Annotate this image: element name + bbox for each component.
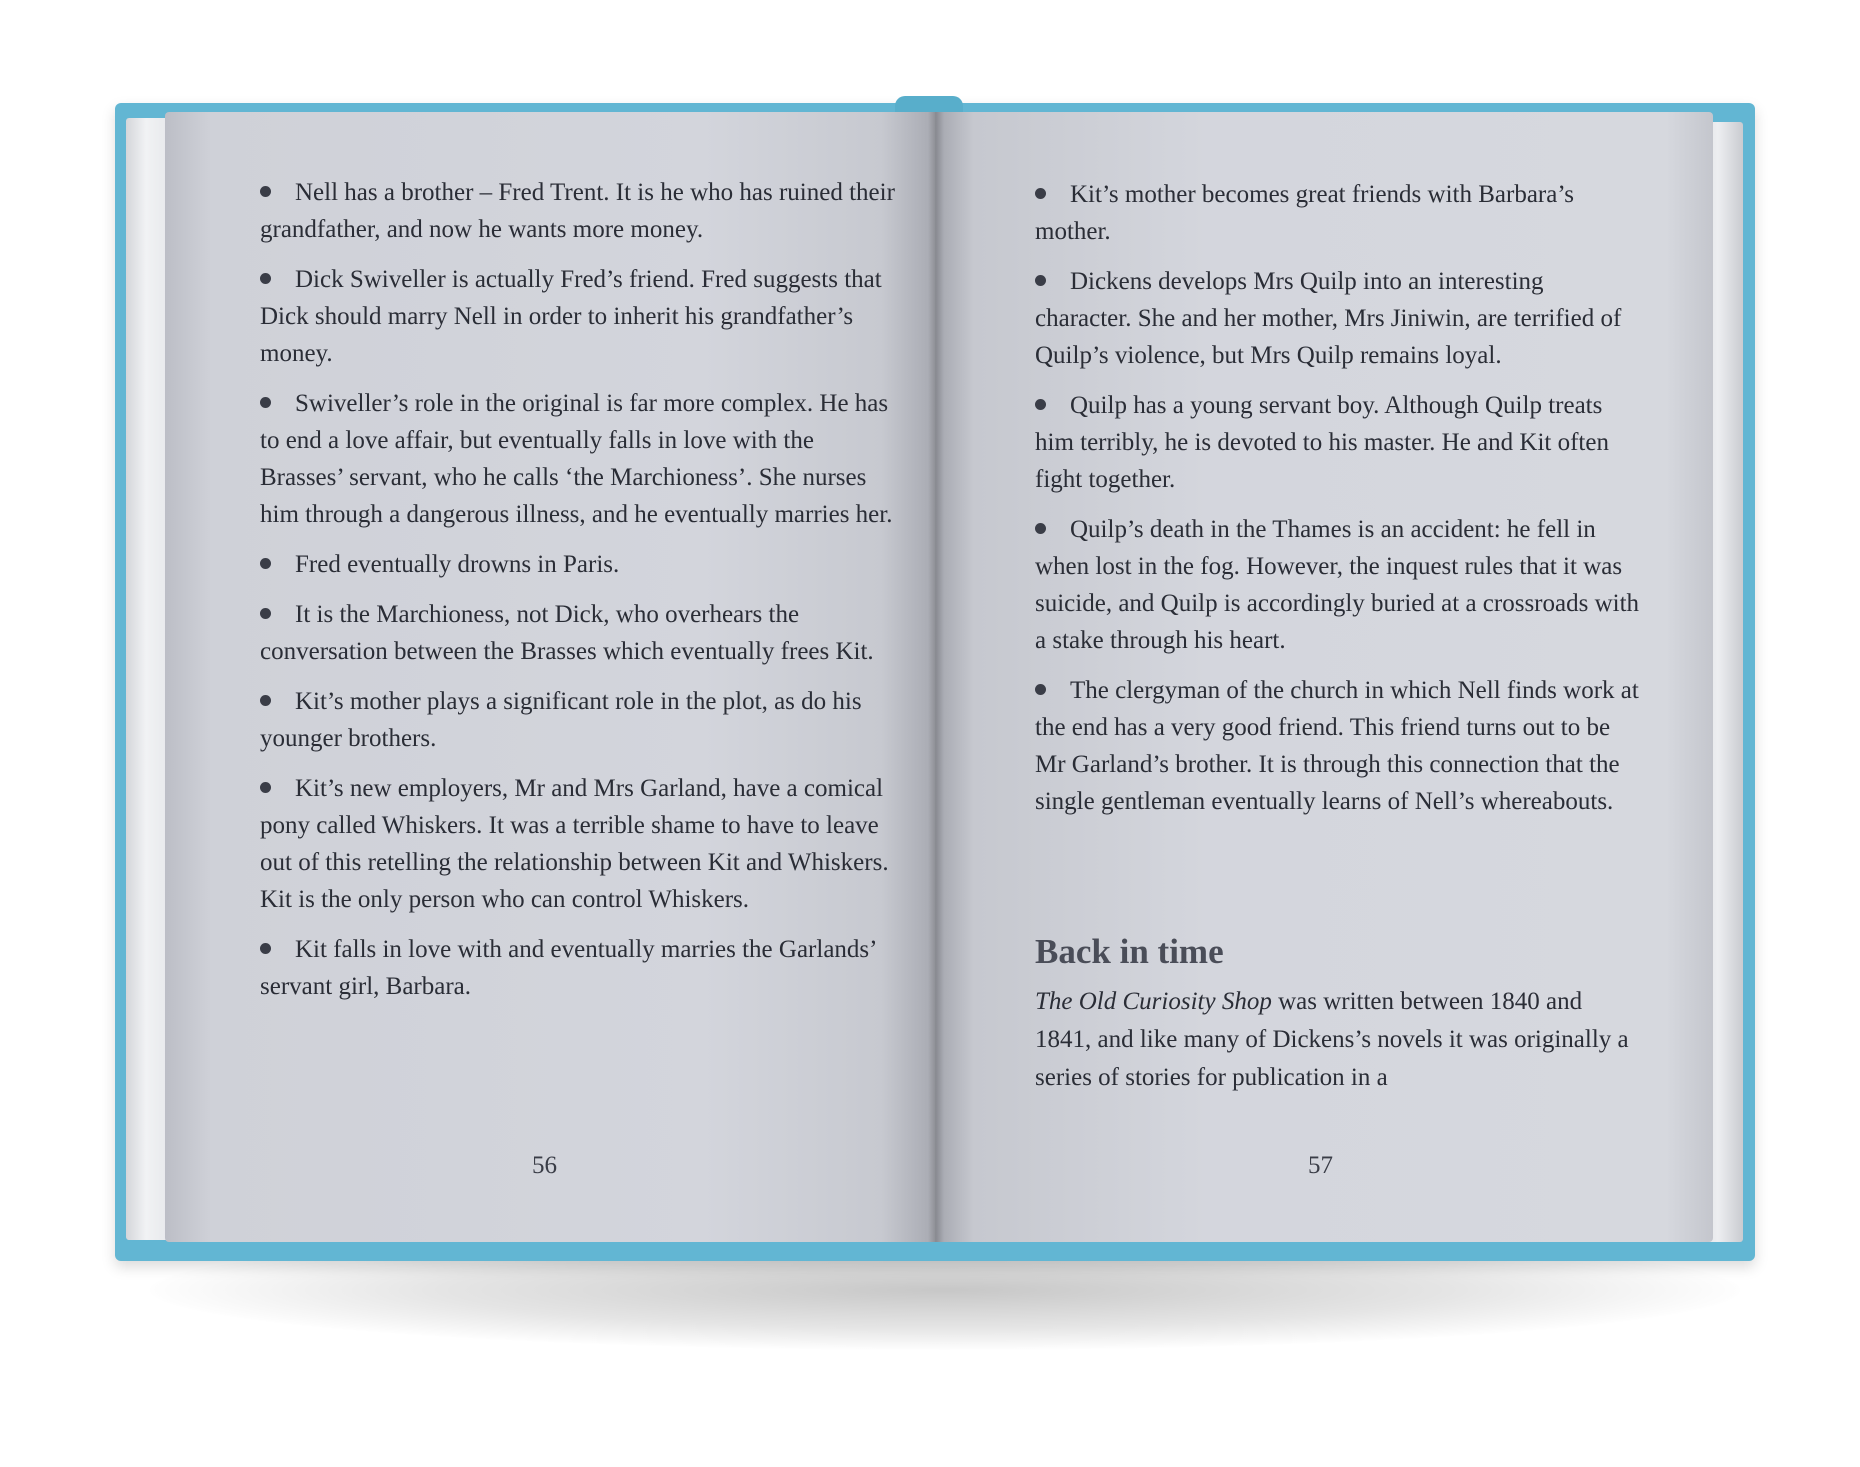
list-item: Kit’s new employers, Mr and Mrs Garland, have a comical pony called Whiskers. It was a terrible shame to have to leave out of this retelling the relationship between Kit and Whiskers. Kit is the only person who can control Whiskers. [260,775,889,913]
bullet-icon [260,558,271,569]
paragraph-text: was written between 1840 and 1841, and like many of Dickens’s novels it was originally a series of stories for publication in a [1035,988,1629,1091]
section-paragraph [1035,983,1635,1097]
list-item: Dick Swiveller is actually Fred’s friend. Fred suggests that Dick should marry Nell in order to inherit his grandfather’s money. [260,266,882,367]
right-bullet-list [1035,176,1645,833]
list-item: Kit’s mother plays a significant role in the plot, as do his younger brothers. [260,688,862,752]
bullet-icon [1035,399,1046,410]
book-title: The Old Curiosity Shop [1035,988,1272,1015]
bullet-icon [1035,523,1046,534]
bullet-icon [260,608,271,619]
list-item: Dickens develops Mrs Quilp into an interesting character. She and her mother, Mrs Jiniwin, are terrified of Quilp’s violence, but Mrs Quilp remains loyal. [1035,268,1622,369]
list-item: Quilp has a young servant boy. Although Quilp treats him terribly, he is devoted to his master. He and Kit often fight together. [1035,392,1609,493]
bullet-icon [260,186,271,197]
bullet-icon [1035,684,1046,695]
section-heading: Back in time [1035,932,1224,971]
list-item: Fred eventually drowns in Paris. [260,546,900,583]
list-item: Swiveller’s role in the original is far more complex. He has to end a love affair, but eventually falls in love with the Brasses’ servant, who he calls ‘the Marchioness’. She nurses him through a dangerous illness, and he eventually marries her. [260,390,893,528]
right-page [935,112,1713,1242]
list-item: Kit falls in love with and eventually marries the Garlands’ servant girl, Barbara. [260,936,876,1000]
list-item: The clergyman of the church in which Nell finds work at the end has a very good friend. This friend turns out to be Mr Garland’s brother. It is through this connection that the single gentleman eventually learns of Nell’s whereabouts. [1035,677,1639,815]
left-page [165,112,935,1242]
bullet-icon [260,273,271,284]
list-item: Quilp’s death in the Thames is an accident: he fell in when lost in the fog. However, the inquest rules that it was suicide, and Quilp is accordingly buried at a crossroads with a stake through his heart. [1035,516,1640,654]
page-number-right: 57 [1308,1152,1333,1179]
left-bullet-list [260,174,900,1018]
page-number-left: 56 [532,1152,557,1179]
book-gutter [928,112,944,1242]
bullet-icon [1035,275,1046,286]
list-item: It is the Marchioness, not Dick, who overhears the conversation between the Brasses which eventually frees Kit. [260,601,874,665]
bullet-icon [260,782,271,793]
list-item: Kit’s mother becomes great friends with Barbara’s mother. [1035,181,1575,245]
bullet-icon [260,943,271,954]
list-item: Nell has a brother – Fred Trent. It is he who has ruined their grandfather, and now he wants more money. [260,179,895,243]
bullet-icon [260,397,271,408]
bullet-icon [1035,188,1046,199]
bullet-icon [260,695,271,706]
